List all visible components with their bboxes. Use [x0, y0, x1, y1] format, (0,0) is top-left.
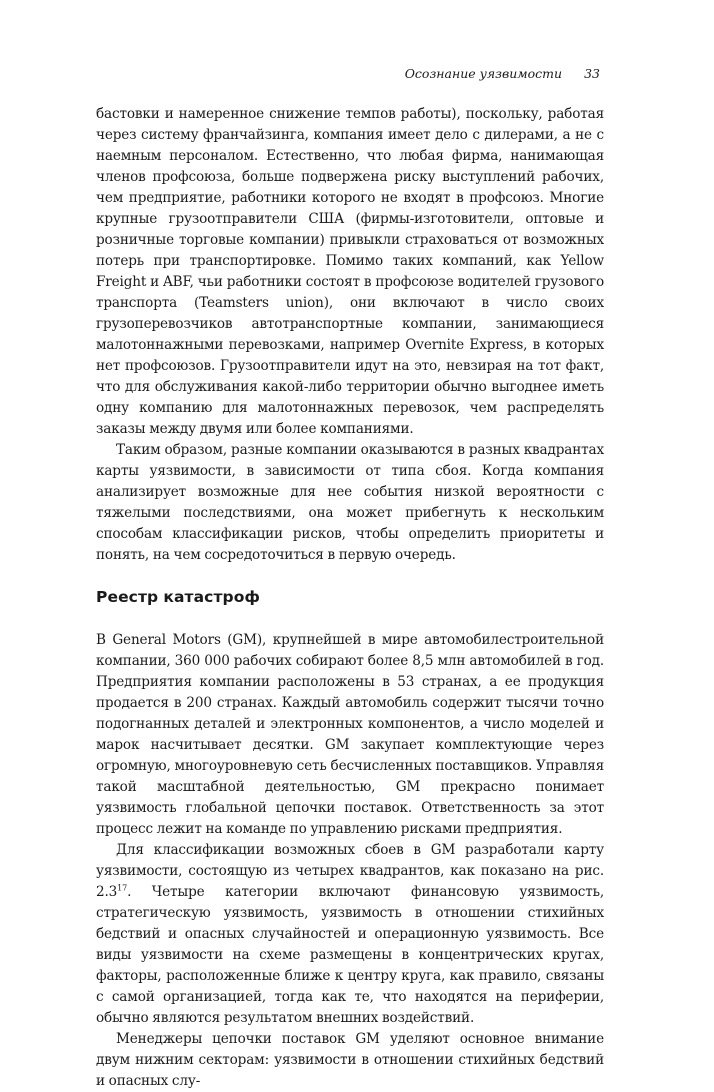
paragraph-text: . Четыре категории включают финансовую уязвимость, стратегическую уязвимость, уязвимость в отношении стихийных бедствий и опасных случайностей и операционную уязвимость. Все виды уязвимости на схеме размещены в концентрических кругах, факторы, расположенные ближе к центру круга, как правило, связаны с самой организацией, тогда как те, что находятся на периферии, обычно являются результатом внешних воздействий.: [96, 884, 604, 1026]
paragraph: Менеджеры цепочки поставок GM уделяют основное внимание двум нижним секторам: уязвимости в отношении стихийных бедствий и опасных слу-: [96, 1031, 604, 1089]
paragraph: В General Motors (GM), крупнейшей в мире автомобилестроительной компании, 360 000 рабочих собирают более 8,5 млн автомобилей в год. Предприятия компании расположены в 53 странах, а ее продукция продается в 200 странах. Каждый автомобиль содержит тысячи точно подогнанных деталей и электронных компонентов, а число моделей и марок насчитывает десятки. GM закупает комплектующие через огромную, многоуровневую сеть бесчисленных поставщиков. Управляя такой масштабной деятельностью, GM прекрасно понимает уязвимость глобальной цепочки поставок. Ответственность за этот процесс лежит на команде по управлению рисками предприятия.: [96, 632, 604, 837]
footnote-reference: 17: [117, 883, 128, 893]
paragraph-continued: бастовки и намеренное снижение темпов работы), поскольку, работая через систему франчайзинга, компания имеет дело с дилерами, а не с наемным персоналом. Естественно, что любая фирма, нанимающая членов профсоюза, больше подвержена риску выступлений рабочих, чем предприятие, работники которого не входят в профсоюз. Многие крупные грузоотправители США (фирмы-изготовители, оптовые и розничные торговые компании) привыкли страховаться от возможных потерь при транспортировке. Помимо таких компаний, как Yellow Freight и ABF, чьи работники состоят в профсоюзе водителей грузового транспорта (Teamsters union), они включают в число своих грузоперевозчиков автотранспортные компании, занимающиеся малотоннажными перевозками, например Overnite Express, в которых нет профсоюзов. Грузоотправители идут на это, невзирая на тот факт, что для обслуживания какой-либо территории обычно выгоднее иметь одну компанию для малотоннажных перевозок, чем распределять заказы между двумя или более компаниями.: [96, 106, 604, 437]
paragraph: Таким образом, разные компании оказываются в разных квадрантах карты уязвимости, в зависимости от типа сбоя. Когда компания анализирует возможные для нее события низкой вероятности с тяжелыми последствиями, она может прибегнуть к нескольким способам классификации рисков, чтобы определить приоритеты и понять, на чем сосредоточиться в первую очередь.: [96, 442, 604, 563]
section-heading: Реестр катастроф: [96, 588, 260, 606]
running-title: Осознание уязвимости: [404, 66, 563, 81]
body-text: [96, 104, 604, 1092]
page-number: 33: [584, 66, 600, 81]
running-header: [96, 66, 600, 82]
paragraph-text: Для классификации возможных сбоев в GM разработали карту уязвимости, состоящую из четырех квадрантов, как показано на рис. 2.3: [96, 842, 604, 900]
paragraph-with-footnote: [96, 840, 604, 1029]
